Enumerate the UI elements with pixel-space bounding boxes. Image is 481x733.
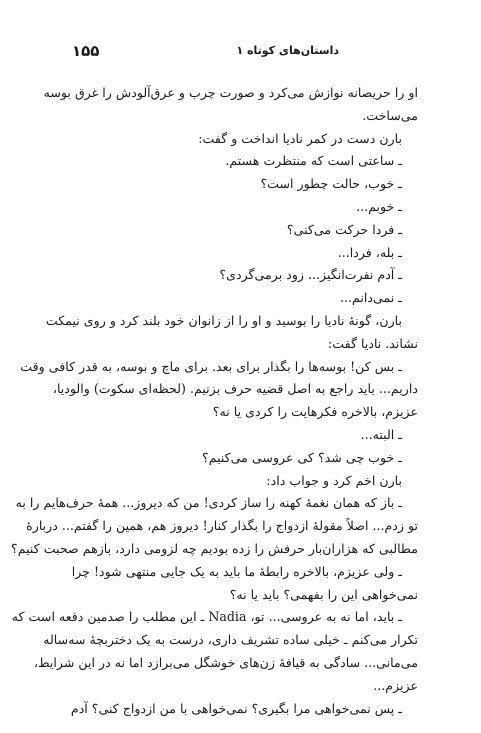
text-line: ـ بس کن! بوسه‌ها را بگذار برای بعد. برای ماچ و بوسه، به قدر کافی وقت	[20, 358, 402, 374]
text-line: تکرار می‌کنم ـ خیلی ساده تشریف داری، درست به یک دختربچهٔ سه‌ساله	[43, 632, 418, 648]
text-line: ـ خوب، حالت چطور است؟	[260, 176, 402, 192]
text-line: ـ ولی عزیزم، بالاخره رابطهٔ ما باید به یک جایی منتهی شود! چرا	[71, 563, 402, 579]
text-line: می‌مانی... سادگی به قیافهٔ زن‌های خوشگل می‌برازد اما نه در این شرایط،	[33, 654, 418, 670]
text-line: ـ نمی‌دانم...	[340, 290, 402, 306]
text-line: ـ خوبم...	[356, 198, 402, 214]
text-line: بارن، گونهٔ نادیا را بوسید و او را از زانوان خود بلند کرد و روی نیمکت	[45, 312, 402, 328]
text-line: ـ آدم نفرت‌انگیز... زود برمی‌گردی؟	[219, 267, 402, 283]
body-text	[11, 82, 418, 720]
text-line: او را حریصانه نوازش می‌کرد و صورت چرب و عرق‌آلودش را غرق بوسه	[43, 85, 418, 100]
text-line: ـ بله، فردا...	[337, 244, 402, 260]
text-line: ـ باید، اما نه به عروسی... تو، Nadia ـ این مطلب را صدمین دفعه است که	[11, 609, 402, 625]
text-line: عزیزم...	[373, 677, 418, 693]
running-title: داستان‌های کوتاه ۱	[236, 44, 339, 57]
text-line: ـ خوب چی شد؟ کی عروسی می‌کنیم؟	[202, 449, 402, 465]
text-line: نشاند. نادیا گفت:	[328, 335, 418, 351]
text-line: تو زدم... اصلاً مقولهٔ ازدواج را بگذار کنار! دیروز هم، همین را گفتم... دربارهٔ	[26, 518, 418, 534]
text-line: می‌ساخت.	[362, 107, 418, 123]
text-line: عزیزم، بالاخره فکرهایت را کردی یا نه؟	[212, 404, 418, 420]
text-line: ـ فردا حرکت می‌کنی؟	[286, 221, 402, 237]
text-line: ـ البته...	[360, 426, 402, 442]
page-header	[60, 40, 419, 64]
page-number: ۱۵۵	[72, 42, 100, 60]
text-line: بارن اخم کرد و جواب داد:	[266, 472, 402, 488]
text-line: داریم... باید راجع به اصل قضیه حرف بزنیم. (لحظه‌ای سکوت) والودیا،	[52, 381, 418, 397]
text-line: مطالبی که هزاران‌بار حرفش را زده بودیم چه لزومی دارد، بازهم صحبت کنیم؟	[11, 540, 418, 556]
text-line: ـ باز که همان نغمهٔ کهنه را ساز کردی! من که دیروز... همهٔ حرف‌هایم را به	[15, 495, 402, 511]
text-line: ـ پس نمی‌خواهی مرا بگیری؟ نمی‌خواهی با من ازدواج کنی؟ آدم	[70, 700, 402, 716]
text-line: ـ ساعتی است که منتظرت هستم.	[225, 153, 402, 169]
text-line: بارن دست در کمر نادیا انداخت و گفت:	[198, 130, 402, 146]
text-line: نمی‌خواهی این را بفهمی؟ باید یا نه؟	[229, 586, 418, 602]
